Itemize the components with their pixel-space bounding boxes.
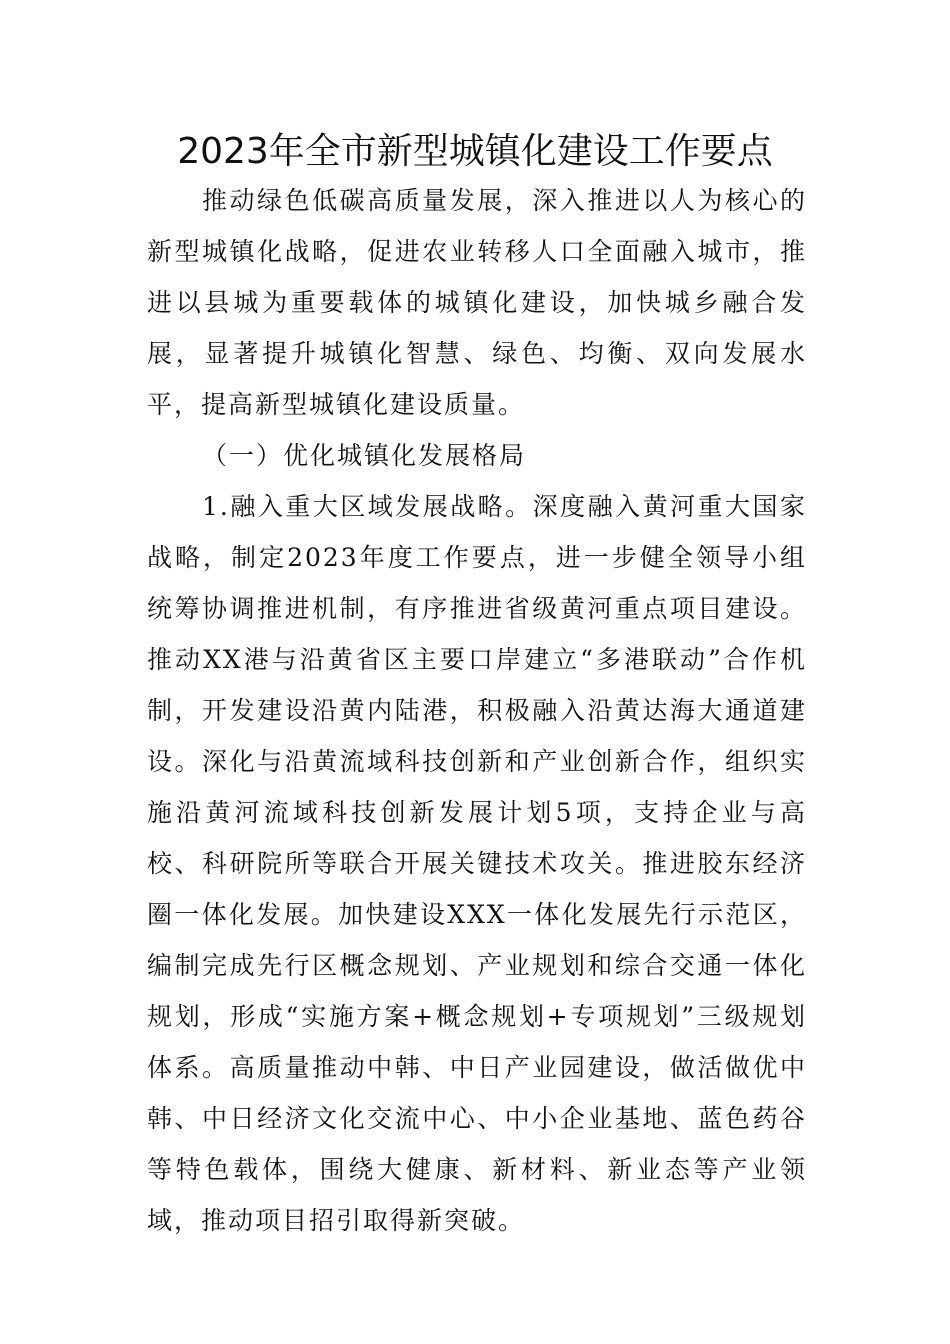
section-heading: （一）优化城镇化发展格局 xyxy=(202,441,527,470)
intro-paragraph: 推动绿色低碳高质量发展，深入推进以人为核心的新型城镇化战略，促进农业转移人口全面融入城市，推进以县城为重要载体的城镇化建设，加快城乡融合发展，显著提升城镇化智慧、绿色、均衡、双向发展水平，提高新型城镇化建设质量。 xyxy=(147,186,807,419)
document-body xyxy=(147,175,807,1246)
body-paragraph: 1.融入重大区域发展战略。深度融入黄河重大国家战略，制定2023年度工作要点，进一步健全领导小组统筹协调推进机制，有序推进省级黄河重点项目建设。推动XX港与沿黄省区主要口岸建立“多港联动”合作机制，开发建设沿黄内陆港，积极融入沿黄达海大通道建设。深化与沿黄流域科技创新和产业创新合作，组织实施沿黄河流域科技创新发展计划5项，支持企业与高校、科研院所等联合开展关键技术攻关。推进胶东经济圈一体化发展。加快建设XXX一体化发展先行示范区，编制完成先行区概念规划、产业规划和综合交通一体化规划，形成“实施方案+概念规划+专项规划”三级规划体系。高质量推动中韩、中日产业园建设，做活做优中韩、中日经济文化交流中心、中小企业基地、蓝色药谷等特色载体，围绕大健康、新材料、新业态等产业领域，推动项目招引取得新突破。 xyxy=(147,492,807,1235)
document-title: 2023年全市新型城镇化建设工作要点 xyxy=(177,131,773,172)
